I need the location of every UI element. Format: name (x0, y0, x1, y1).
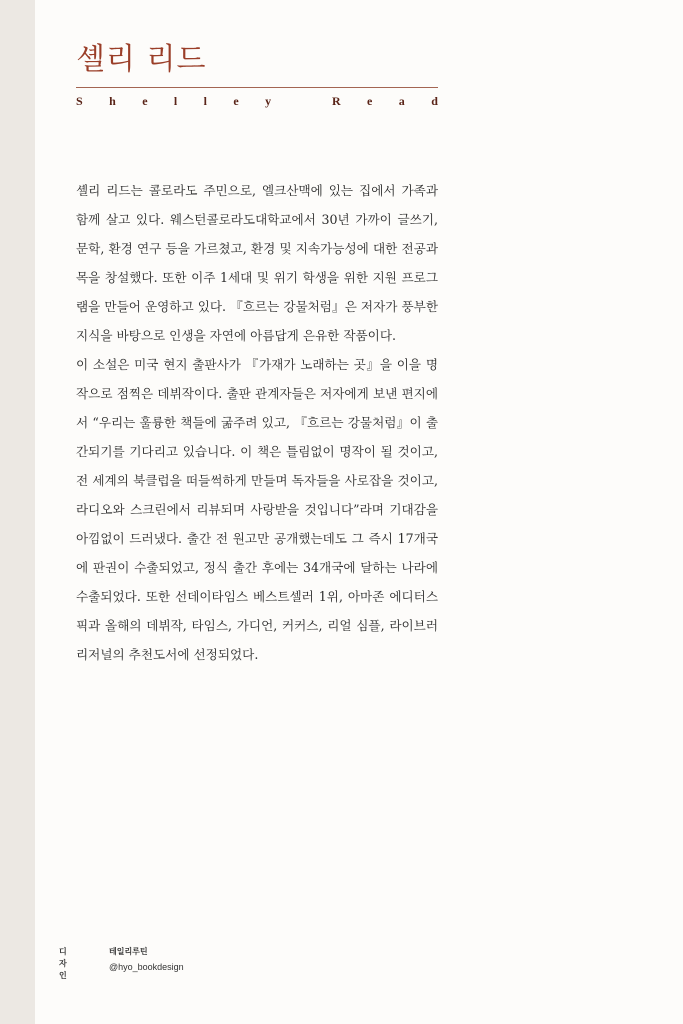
name-letter: d (431, 94, 438, 108)
name-letter: e (233, 94, 239, 108)
bio-paragraph: 셸리 리드는 콜로라도 주민으로, 엘크산맥에 있는 집에서 가족과 함께 살고 있다. 웨스턴콜로라도대학교에서 30년 가까이 글쓰기, 문학, 환경 연구 등을 가르쳤고, 환경 및 지속가능성에 대한 전공과목을 창설했다. 또한 이주 1세대 및 위기 학생을 위한 지원 프로그램을 만들어 운영하고 있다. 『흐르는 강물처럼』은 저자가 풍부한 지식을 바탕으로 인생을 자연에 아름답게 은유한 작품이다. (76, 183, 438, 343)
bio-paragraph: 이 소설은 미국 현지 출판사가 『가재가 노래하는 곳』을 이을 명작으로 점찍은 데뷔작이다. 출판 관계자들은 저자에게 보낸 편지에서 “우리는 훌륭한 책들에 굶주려 있고, 『흐르는 강물처럼』이 출간되기를 기다리고 있습니다. 이 책은 틀림없이 명작이 될 것이고, 전 세계의 북클럽을 떠들썩하게 만들며 독자들을 사로잡을 것이고, 라디오와 스크린에서 리뷰되며 사랑받을 것입니다”라며 기대감을 아낌없이 드러냈다. 출간 전 원고만 공개했는데도 그 즉시 17개국에 판권이 수출되었고, 정식 출간 후에는 34개국에 달하는 나라에 수출되었다. 또한 선데이타임스 베스트셀러 1위, 아마존 에디터스픽과 올해의 데뷔작, 타임스, 가디언, 커커스, 리얼 심플, 라이브러리저널의 추천도서에 선정되었다. (76, 357, 438, 662)
name-letter-gap (298, 93, 306, 109)
name-letter: S (76, 94, 83, 108)
title-rule (76, 87, 438, 88)
author-page (35, 0, 683, 1024)
name-letter: e (367, 94, 373, 108)
name-letter: h (109, 94, 116, 108)
author-name-korean: 셸리 리드 (76, 42, 207, 77)
name-letter: R (331, 94, 341, 108)
name-letter: a (398, 94, 405, 108)
name-letter: y (265, 94, 272, 108)
name-letter: l (203, 94, 208, 108)
spine-strip (0, 0, 35, 1024)
credit-handle: @hyo_bookdesign (109, 962, 184, 972)
name-letter: l (173, 94, 178, 108)
author-name-english (76, 93, 438, 109)
credit-label: 디자인 (59, 947, 67, 980)
credit-designer-name: 테일리루틴 (109, 947, 148, 956)
name-letter: e (142, 94, 148, 108)
author-bio (76, 176, 438, 669)
